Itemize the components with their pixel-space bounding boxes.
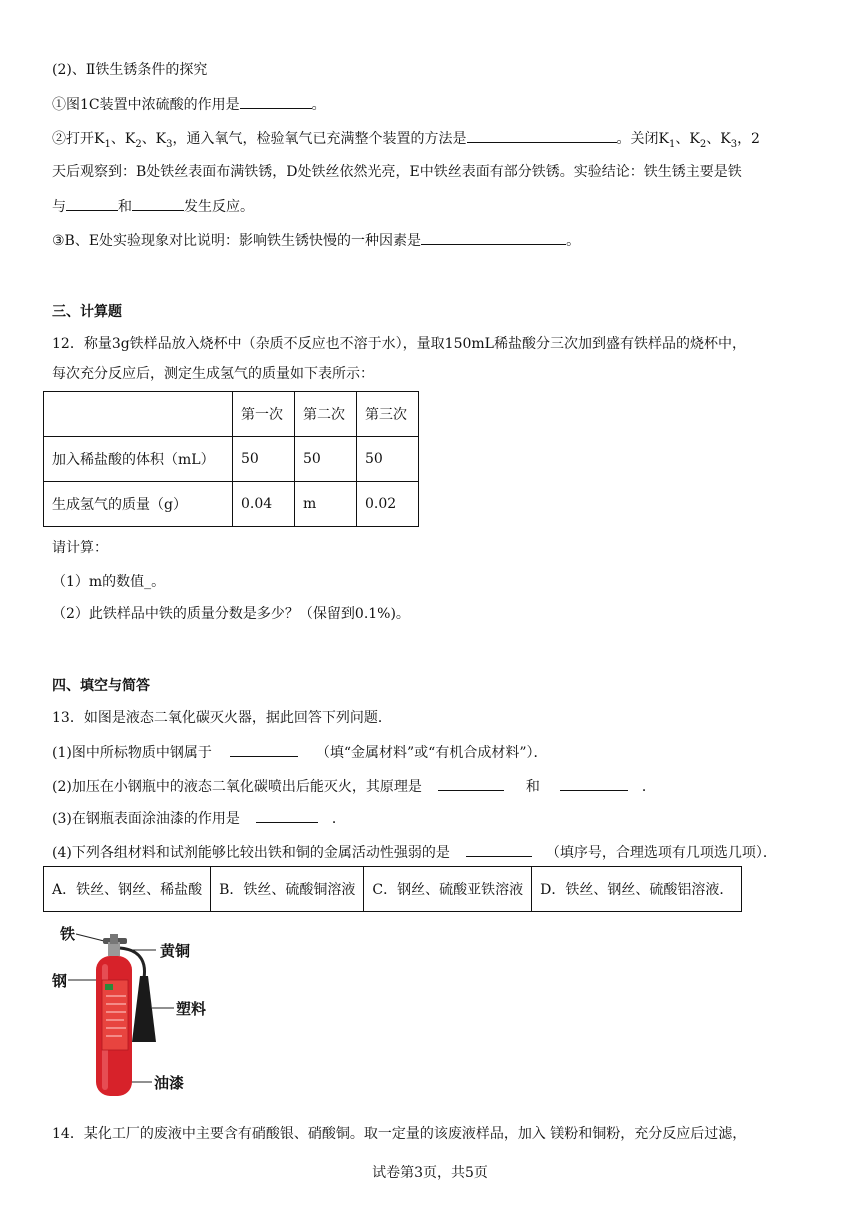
option-c[interactable]: C．钢丝、硫酸亚铁溶液 — [364, 867, 532, 912]
question-12-cont: 每次充分反应后，测定生成氢气的质量如下表所示： — [52, 366, 374, 382]
answer-blank[interactable] — [421, 230, 566, 245]
label-brass: 黄铜 — [160, 942, 191, 960]
table-cell: 0.04 — [233, 482, 295, 527]
table-cell: 50 — [233, 437, 295, 482]
table-row — [44, 482, 419, 527]
sub-question: (3)在钢瓶表面涂油漆的作用是 ． — [52, 808, 820, 829]
answer-blank[interactable] — [560, 776, 628, 791]
answer-blank[interactable] — [438, 776, 504, 791]
table-header: 第一次 — [233, 392, 295, 437]
label-steel: 钢 — [52, 972, 68, 990]
table-header: 第二次 — [295, 392, 357, 437]
table-cell: 生成氢气的质量（g） — [44, 482, 233, 527]
answer-blank[interactable] — [132, 196, 184, 211]
subsection-title: (2)、Ⅱ铁生锈条件的探究 — [52, 62, 208, 78]
answer-blank[interactable] — [467, 128, 617, 143]
label-iron: 铁 — [60, 925, 76, 943]
table-cell: 0.02 — [357, 482, 419, 527]
option-d[interactable]: D．铁丝、钢丝、硫酸铝溶液． — [532, 867, 742, 912]
table-cell — [44, 392, 233, 437]
question-line: ①图1C装置中浓硫酸的作用是 。 — [52, 94, 820, 115]
sub-question: (4)下列各组材料和试剂能够比较出铁和铜的金属活动性强弱的是 （填序号，合理选项有几项选几项）． — [52, 842, 820, 863]
question-14: 14．某化工厂的废液中主要含有硝酸银、硝酸铜。取一定量的该废液样品，加入 镁粉和铜粉，充分反应后过滤， — [52, 1126, 747, 1142]
options-table — [43, 866, 742, 912]
calc-prompt: 请计算： — [52, 540, 108, 556]
table-cell: 50 — [295, 437, 357, 482]
answer-blank[interactable] — [240, 94, 312, 109]
table-cell: m — [295, 482, 357, 527]
table-cell: 50 — [357, 437, 419, 482]
answer-blank[interactable] — [230, 742, 298, 757]
section-heading: 四、填空与简答 — [52, 678, 150, 694]
question-12: 12．称量3g铁样品放入烧杯中（杂质不反应也不溶于水），量取150mL稀盐酸分三次加到盛有铁样品的烧杯中， — [52, 336, 746, 352]
question-13: 13．如图是液态二氧化碳灭火器，据此回答下列问题． — [52, 710, 392, 726]
sub-question: (2)加压在小钢瓶中的液态二氧化碳喷出后能灭火，其原理是 和 ． — [52, 776, 820, 797]
answer-blank[interactable] — [466, 842, 532, 857]
sub-question: (1)图中所标物质中钢属于 （填“金属材料”或“有机合成材料”）． — [52, 742, 820, 763]
option-a[interactable]: A．铁丝、钢丝、稀盐酸 — [44, 867, 211, 912]
table-row — [44, 437, 419, 482]
option-b[interactable]: B．铁丝、硫酸铜溶液 — [211, 867, 364, 912]
table-header: 第三次 — [357, 392, 419, 437]
answer-blank[interactable] — [256, 808, 318, 823]
question-line: ②打开$K_1$、$K_2$、$K_3$，通入氧气，检验氧气已充满整个装置的方法是 。关闭$K_1$、$K_2$、$K_3$，2 — [52, 128, 820, 155]
sub-question: （2）此铁样品中铁的质量分数是多少？（保留到0.1%)。 — [52, 606, 410, 622]
question-line: 与 和 发生反应。 — [52, 196, 820, 217]
question-line: 天后观察到：B处铁丝表面布满铁锈，D处铁丝依然光亮，E中铁丝表面有部分铁锈。实验结论：铁生锈主要是铁 — [52, 164, 742, 180]
label-paint: 油漆 — [154, 1074, 185, 1092]
fire-extinguisher-figure — [48, 920, 228, 1110]
section-heading: 三、计算题 — [52, 304, 122, 320]
table-cell: 加入稀盐酸的体积（mL） — [44, 437, 233, 482]
page-footer: 试卷第3页，共5页 — [372, 1165, 488, 1181]
data-table — [43, 391, 419, 527]
sub-question: （1）m的数值_。 — [52, 574, 166, 590]
answer-blank[interactable] — [66, 196, 118, 211]
table-row — [44, 867, 742, 912]
question-line: ③B、E处实验现象对比说明：影响铁生锈快慢的一种因素是 。 — [52, 230, 820, 251]
label-plastic: 塑料 — [176, 1000, 207, 1018]
